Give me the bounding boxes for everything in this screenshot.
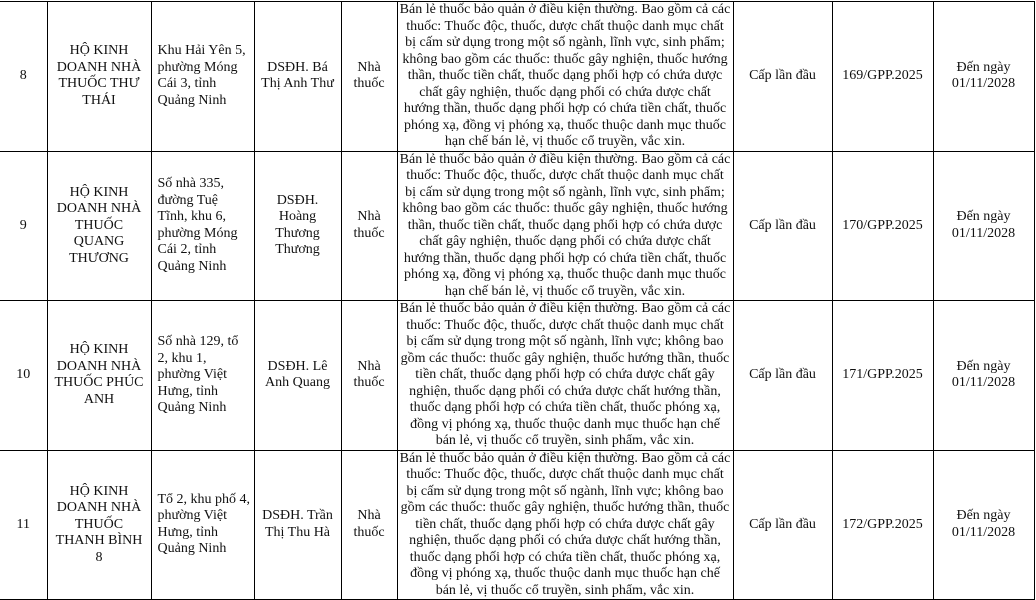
row-number: 10 (0, 301, 47, 451)
establishment-type: Nhà thuốc (341, 450, 397, 600)
issuance-form: Cấp lần đầu (733, 301, 832, 451)
table-row (0, 450, 1034, 600)
establishment-type: Nhà thuốc (341, 301, 397, 451)
certificate-number: 172/GPP.2025 (832, 450, 933, 600)
certificate-number: 169/GPP.2025 (832, 2, 933, 152)
establishment-type: Nhà thuốc (341, 2, 397, 152)
establishment-type: Nhà thuốc (341, 151, 397, 301)
responsible-person: DSĐH. Hoàng Thương Thương (254, 151, 341, 301)
validity-date: Đến ngày 01/11/2028 (933, 301, 1034, 451)
business-name: HỘ KINH DOANH NHÀ THUỐC THƯ THÁI (47, 2, 151, 152)
responsible-person: DSĐH. Lê Anh Quang (254, 301, 341, 451)
responsible-person: DSĐH. Trần Thị Thu Hà (254, 450, 341, 600)
row-number: 11 (0, 450, 47, 600)
business-name: HỘ KINH DOANH NHÀ THUỐC QUANG THƯƠNG (47, 151, 151, 301)
business-name: HỘ KINH DOANH NHÀ THUỐC THANH BÌNH 8 (47, 450, 151, 600)
address: Khu Hải Yên 5, phường Móng Cái 3, tỉnh Quảng Ninh (151, 2, 254, 152)
business-scope: Bán lẻ thuốc bảo quản ở điều kiện thường. Bao gồm cả các thuốc: Thuốc độc, thuốc, dược chất thuộc danh mục chất bị cấm sử dụng trong một số ngành, lĩnh vực; không bao gồm các thuốc: thuốc gây nghiện, thuốc hướng thần, thuốc tiền chất, thuốc dạng phối hợp có chứa dược chất gây nghiện, thuốc dạng phối có chứa dược chất hướng thần, thuốc dạng phối hợp có chứa tiền chất, thuốc phóng xạ, đồng vị phóng xạ, thuốc thuộc danh mục thuốc hạn chế bán lẻ, vị thuốc cổ truyền, sinh phẩm, vắc xin. (397, 450, 733, 600)
validity-date: Đến ngày 01/11/2028 (933, 450, 1034, 600)
issuance-form: Cấp lần đầu (733, 450, 832, 600)
business-scope: Bán lẻ thuốc bảo quản ở điều kiện thường. Bao gồm cả các thuốc: Thuốc độc, thuốc, dược chất thuộc danh mục chất bị cấm sử dụng trong một số ngành, lĩnh vực; không bao gồm các thuốc: thuốc gây nghiện, thuốc hướng thần, thuốc tiền chất, thuốc dạng phối hợp có chứa dược chất gây nghiện, thuốc dạng phối có chứa dược chất hướng thần, thuốc dạng phối hợp có chứa tiền chất, thuốc phóng xạ, đồng vị phóng xạ, thuốc thuộc danh mục thuốc hạn chế bán lẻ, vị thuốc cổ truyền, sinh phẩm, vắc xin. (397, 301, 733, 451)
certificate-number: 171/GPP.2025 (832, 301, 933, 451)
table-row (0, 2, 1034, 152)
table-row (0, 151, 1034, 301)
business-scope: Bán lẻ thuốc bảo quản ở điều kiện thường. Bao gồm cả các thuốc: Thuốc độc, thuốc, dược chất thuộc danh mục chất bị cấm sử dụng trong một số ngành, lĩnh vực, sinh phẩm; không bao gồm các thuốc: thuốc gây nghiện, thuốc hướng thần, thuốc tiền chất, thuốc dạng phối hợp có chứa dược chất gây nghiện, thuốc dạng phối có chứa dược chất hướng thần, thuốc dạng phối hợp có chứa tiền chất, thuốc phóng xạ, đồng vị phóng xạ, thuốc thuộc danh mục thuốc hạn chế bán lẻ, vị thuốc cổ truyền, vắc xin. (397, 2, 733, 152)
validity-date: Đến ngày 01/11/2028 (933, 2, 1034, 152)
validity-date: Đến ngày 01/11/2028 (933, 151, 1034, 301)
row-number: 9 (0, 151, 47, 301)
certificate-number: 170/GPP.2025 (832, 151, 933, 301)
address: Số nhà 335, đường Tuệ Tĩnh, khu 6, phường Móng Cái 2, tỉnh Quảng Ninh (151, 151, 254, 301)
responsible-person: DSĐH. Bá Thị Anh Thư (254, 2, 341, 152)
issuance-form: Cấp lần đầu (733, 2, 832, 152)
business-scope: Bán lẻ thuốc bảo quản ở điều kiện thường. Bao gồm cả các thuốc: Thuốc độc, thuốc, dược chất thuộc danh mục chất bị cấm sử dụng trong một số ngành, lĩnh vực, sinh phẩm; không bao gồm các thuốc: thuốc gây nghiện, thuốc hướng thần, thuốc tiền chất, thuốc dạng phối hợp có chứa dược chất gây nghiện, thuốc dạng phối có chứa dược chất hướng thần, thuốc dạng phối hợp có chứa tiền chất, thuốc phóng xạ, đồng vị phóng xạ, thuốc thuộc danh mục thuốc hạn chế bán lẻ, vị thuốc cổ truyền, vắc xin. (397, 151, 733, 301)
issuance-form: Cấp lần đầu (733, 151, 832, 301)
pharmacy-permit-table (0, 1, 1035, 600)
business-name: HỘ KINH DOANH NHÀ THUỐC PHÚC ANH (47, 301, 151, 451)
address: Tổ 2, khu phố 4, phường Việt Hưng, tỉnh Quảng Ninh (151, 450, 254, 600)
row-number: 8 (0, 2, 47, 152)
address: Số nhà 129, tổ 2, khu 1, phường Việt Hưng, tỉnh Quảng Ninh (151, 301, 254, 451)
table-row (0, 301, 1034, 451)
